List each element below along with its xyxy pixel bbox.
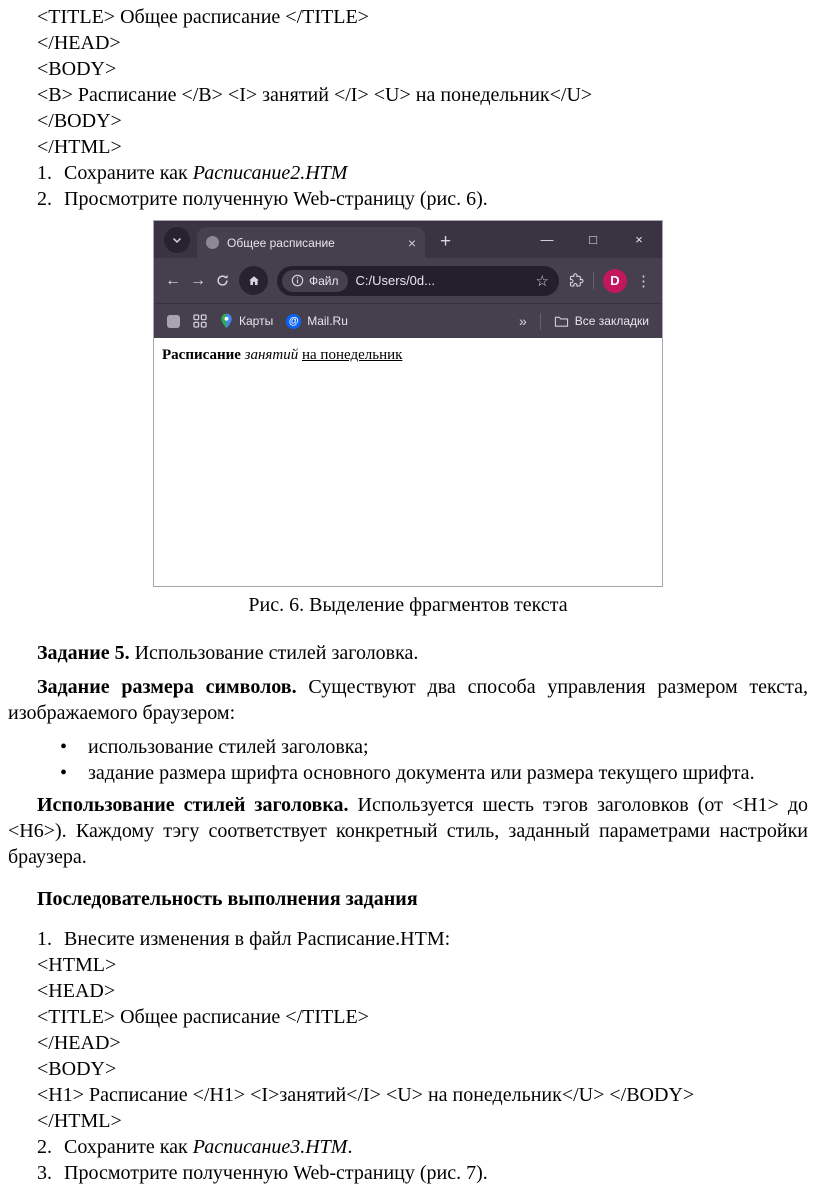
code-line: </HEAD> <box>37 32 121 54</box>
styles-paragraph <box>8 792 808 870</box>
code-line: </BODY> <box>37 110 122 132</box>
bullet-text: задание размера шрифта основного документа или размера текущего шрифта. <box>88 762 755 784</box>
sizing-rest: Существуют два способа управления размером текста, изображаемого браузером: <box>8 676 808 724</box>
task5-rest: Использование стилей заголовка. <box>134 642 419 664</box>
extensions-button[interactable] <box>568 273 584 289</box>
step-text: Сохраните как <box>64 1136 188 1158</box>
tab-strip <box>154 221 662 258</box>
new-tab-button[interactable]: + <box>440 231 452 252</box>
styles-lead: Использование стилей заголовка. <box>37 794 349 816</box>
step-text: Внесите изменения в файл Расписание.HTM: <box>64 928 451 950</box>
list-number: 3. <box>37 1162 52 1184</box>
bullet-item <box>60 760 808 786</box>
url-text[interactable]: C:/Users/0d... <box>355 273 435 288</box>
file-chip-label: Файл <box>309 273 339 288</box>
final-steps <box>37 1134 808 1186</box>
bullet-list <box>60 734 808 786</box>
list-item <box>37 1134 808 1160</box>
figure-caption: Рис. 6. Выделение фрагментов текста <box>248 594 568 616</box>
overflow-chevrons[interactable]: » <box>519 313 527 329</box>
code-line: </HTML> <box>37 136 122 158</box>
toolbar-divider <box>593 272 594 289</box>
list-item <box>37 926 808 952</box>
list-number: 1. <box>37 928 52 950</box>
bookmark-maps[interactable] <box>220 313 273 329</box>
styles-rest: Используется шесть тэгов заголовков (от <H1> до <H6>). Каждому тэгу соответствует конкретный стиль, заданный параметрами настройки браузера. <box>8 794 808 868</box>
folder-icon <box>554 315 569 328</box>
profile-avatar[interactable]: D <box>603 269 627 293</box>
sizing-lead: Задание размера символов. <box>37 676 297 698</box>
code-line: <BODY> <box>37 1058 117 1080</box>
bullet-marker: • <box>60 762 68 784</box>
home-button[interactable] <box>239 266 268 295</box>
page-text-bold: Расписание <box>162 347 241 363</box>
reload-button[interactable] <box>215 273 230 288</box>
code-line: </HEAD> <box>37 1032 121 1054</box>
code-line: <HEAD> <box>37 980 116 1002</box>
tab-search-button[interactable] <box>164 227 190 253</box>
list-item <box>37 1160 808 1186</box>
tab-close-button[interactable]: × <box>407 234 416 251</box>
tab-title: Общее расписание <box>227 235 335 250</box>
bullet-marker: • <box>60 736 68 758</box>
forward-button[interactable]: → <box>190 271 206 289</box>
file-name: Расписание3.HTM <box>192 1136 348 1158</box>
reload-icon <box>215 273 230 288</box>
back-button[interactable]: ← <box>165 271 181 289</box>
bookmark-star-icon[interactable]: ☆ <box>535 272 549 290</box>
close-button[interactable]: × <box>635 232 643 247</box>
webpage-content <box>154 338 662 586</box>
code-line: <TITLE> Общее расписание </TITLE> <box>37 6 369 28</box>
maximize-button[interactable]: □ <box>589 232 597 247</box>
step-text: Просмотрите полученную Web-страницу (рис. 6). <box>64 188 488 210</box>
list-item <box>37 160 808 186</box>
browser-window <box>153 220 663 587</box>
list-number: 2. <box>37 1136 52 1158</box>
bullet-item <box>60 734 808 760</box>
bookmarks-divider <box>540 313 541 330</box>
info-icon <box>291 274 304 287</box>
puzzle-icon <box>568 273 584 289</box>
numbered-steps <box>37 160 808 212</box>
sizing-paragraph <box>8 674 808 726</box>
apps-grid-button[interactable] <box>193 314 207 328</box>
bullet-text: использование стилей заголовка; <box>88 736 369 758</box>
file-name: Расписание2.HTM <box>192 162 348 184</box>
bookmark-label: Карты <box>239 314 274 328</box>
browser-toolbar <box>154 258 662 303</box>
code-line: <TITLE> Общее расписание </TITLE> <box>37 1006 369 1028</box>
home-icon <box>247 274 261 288</box>
bookmarks-bar <box>154 303 662 338</box>
pinned-site-icon[interactable] <box>167 315 180 328</box>
code-line: <H1> Расписание </H1> <I>занятий</I> <U> на понедельник</U> </BODY> <box>37 1084 695 1106</box>
all-bookmarks-button[interactable] <box>554 314 649 328</box>
window-controls <box>524 221 662 258</box>
task5-heading <box>8 640 808 666</box>
code-line: <BODY> <box>37 58 117 80</box>
code-line: <B> Расписание </B> <I> занятий </I> <U> на понедельник</U> <box>37 84 593 106</box>
list-item <box>37 186 808 212</box>
page-text-italic: занятий <box>244 347 299 363</box>
bookmark-mail[interactable] <box>286 314 348 329</box>
step-edit <box>37 926 808 952</box>
address-bar[interactable] <box>277 266 559 296</box>
code-block-top <box>37 4 808 160</box>
code-block-bottom <box>37 952 808 1134</box>
task5-lead: Задание 5. <box>37 642 130 664</box>
all-bookmarks-label: Все закладки <box>574 314 649 328</box>
step-text: Сохраните как <box>64 162 188 184</box>
list-number: 2. <box>37 188 52 210</box>
step-text: . <box>347 1136 353 1158</box>
list-number: 1. <box>37 162 52 184</box>
maps-pin-icon <box>220 313 233 329</box>
apps-grid-icon <box>193 314 207 328</box>
chevron-down-icon <box>171 234 183 246</box>
file-scheme-chip[interactable] <box>282 270 348 292</box>
browser-tab[interactable] <box>197 227 425 258</box>
step-text: Просмотрите полученную Web-страницу (рис. 7). <box>64 1162 488 1184</box>
minimize-button[interactable]: — <box>540 232 554 247</box>
page-text-underline: на понедельник <box>302 347 403 363</box>
mailru-at-icon: @ <box>286 314 301 329</box>
code-line: </HTML> <box>37 1110 122 1132</box>
page-favicon-icon <box>206 236 219 249</box>
menu-button[interactable]: ⋮ <box>636 272 651 290</box>
bookmark-label: Mail.Ru <box>307 314 348 328</box>
sequence-heading: Последовательность выполнения задания <box>37 888 418 910</box>
figure-6 <box>8 220 808 587</box>
code-line: <HTML> <box>37 954 117 976</box>
